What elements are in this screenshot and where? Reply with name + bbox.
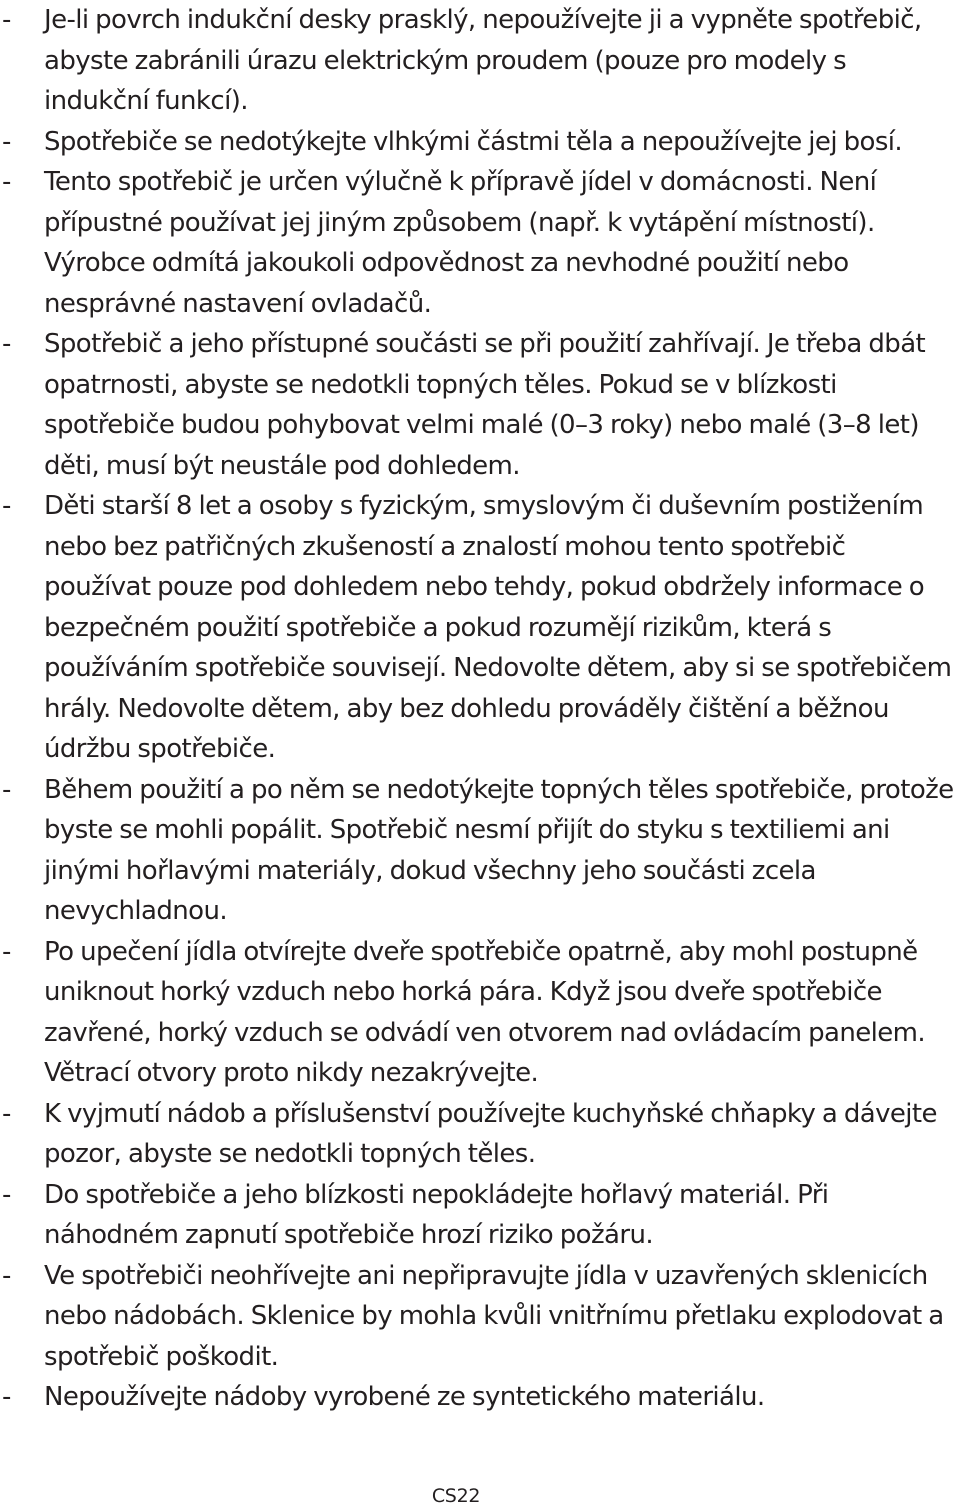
list-item (0, 1256, 960, 1378)
list-item (0, 122, 960, 163)
list-item (0, 0, 960, 122)
list-item-text: Spotřebiče se nedotýkejte vlhkými částmi těla a nepoužívejte jej bosí. (44, 126, 903, 157)
list-item (0, 932, 960, 1094)
list-bullet: - (2, 167, 11, 197)
list-bullet: - (2, 491, 11, 521)
list-item-text: Během použití a po něm se nedotýkejte topných těles spotřebiče, protože byste se mohli popálit. Spotřebič nesmí přijít do styku s textiliemi ani jinými hořlavými materiály, dokud všechny jeho součásti zcela nevychladnou. (44, 774, 954, 926)
list-item (0, 1175, 960, 1256)
list-item (0, 1094, 960, 1175)
list-item (0, 324, 960, 486)
list-bullet: - (2, 126, 11, 157)
list-item-text: Ve spotřebiči neohřívejte ani nepřipravujte jídla v uzavřených sklenicích nebo nádobách. Sklenice by mohla kvůli vnitřnímu přetlaku explodovat a spotřebič poškodit. (44, 1260, 944, 1372)
list-bullet: - (2, 774, 11, 805)
list-item-text: Nepoužívejte nádoby vyrobené ze syntetického materiálu. (44, 1382, 765, 1412)
list-bullet: - (2, 5, 11, 35)
list-item (0, 162, 960, 324)
page-number: CS22 (431, 1485, 481, 1507)
list-bullet: - (2, 936, 11, 967)
list-item-text: Děti starší 8 let a osoby s fyzickým, smyslovým či duševním postižením nebo bez patřičných zkušeností a znalostí mohou tento spotřebič používat pouze pod dohledem nebo tehdy, pokud obdržely informace o bezpečném použití spotřebiče a pokud rozumějí rizikům, která s používáním spotřebiče souvisejí. Nedovolte dětem, aby si se spotřebičem hrály. Nedovolte dětem, aby bez dohledu prováděly čištění a běžnou údržbu spotřebiče. (44, 491, 952, 764)
list-item-text: Tento spotřebič je určen výlučně k přípravě jídel v domácnosti. Není přípustné používat jej jiným způsobem (např. k vytápění místností). Výrobce odmítá jakoukoli odpovědnost za nevhodné použití nebo nesprávné nastavení ovladačů. (44, 167, 877, 319)
list-item (0, 1377, 960, 1418)
list-item (0, 486, 960, 770)
list-item-text: Po upečení jídla otvírejte dveře spotřebiče opatrně, aby mohl postupně uniknout horký vzduch nebo horká pára. Když jsou dveře spotřebiče zavřené, horký vzduch se odvádí ven otvorem nad ovládacím panelem. Větrací otvory proto nikdy nezakrývejte. (44, 936, 926, 1088)
list-item (0, 770, 960, 932)
list-item-text: K vyjmutí nádob a příslušenství používejte kuchyňské chňapky a dávejte pozor, abyste se nedotkli topných těles. (44, 1098, 937, 1169)
list-item-text: Do spotřebiče a jeho blízkosti nepokládejte hořlavý materiál. Při náhodném zapnutí spotřebiče hrozí riziko požáru. (44, 1179, 829, 1250)
list-item-text: Je-li povrch indukční desky prasklý, nepoužívejte ji a vypněte spotřebič, abyste zabránili úrazu elektrickým proudem (pouze pro modely s indukční funkcí). (44, 5, 922, 116)
list-bullet: - (2, 329, 11, 359)
list-bullet: - (2, 1098, 11, 1129)
list-bullet: - (2, 1382, 11, 1412)
list-item-text: Spotřebič a jeho přístupné součásti se při použití zahřívají. Je třeba dbát opatrnosti, abyste se nedotkli topných těles. Pokud se v blízkosti spotřebiče budou pohybovat velmi malé (0–3 roky) nebo malé (3–8 let) děti, musí být neustále pod dohledem. (44, 329, 926, 481)
list-bullet: - (2, 1179, 11, 1210)
list-bullet: - (2, 1260, 11, 1291)
